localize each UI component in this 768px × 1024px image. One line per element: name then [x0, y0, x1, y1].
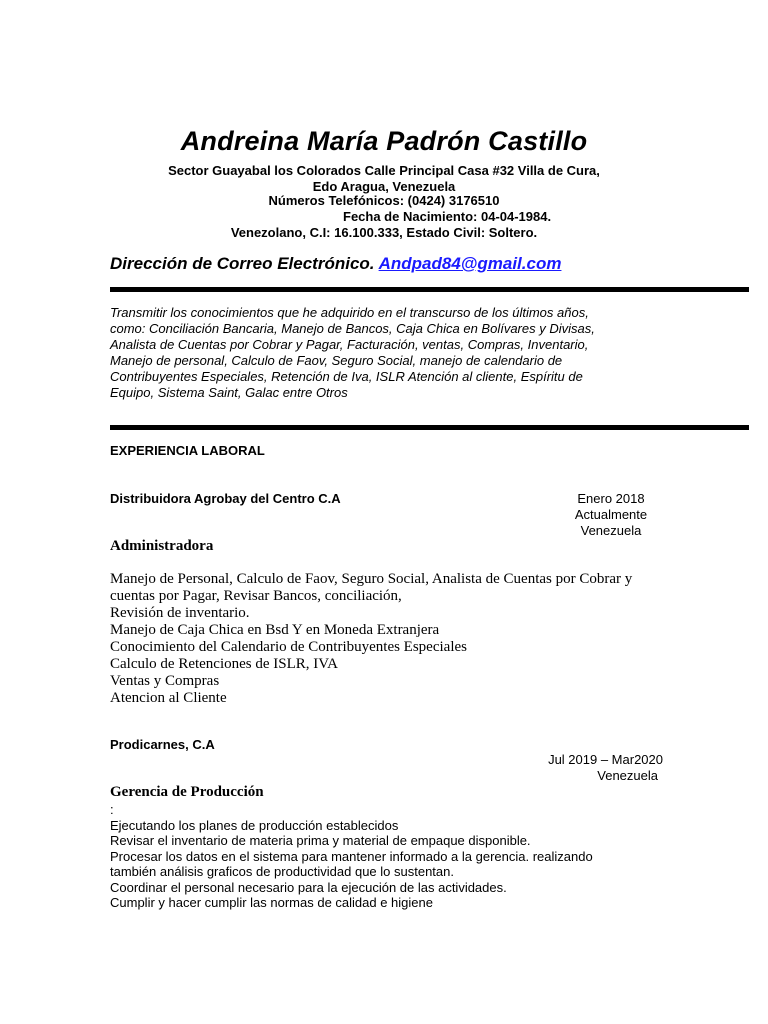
- job-duties: [110, 571, 655, 707]
- email-label: Dirección de Correo Electrónico.: [110, 254, 375, 273]
- duty-item: cuentas por Pagar, Revisar Bancos, conciliación,: [110, 588, 402, 604]
- job-dates: [523, 752, 663, 784]
- objective-line: Manejo de personal, Calculo de Faov, Seguro Social, manejo de calendario de: [110, 353, 563, 368]
- duty-item: Revisión de inventario.: [110, 605, 250, 621]
- email-line: [110, 254, 561, 274]
- duty-item: Procesar los datos en el sistema para mantener informado a la gerencia. realizando: [110, 848, 593, 864]
- duty-item: Cumplir y hacer cumplir las normas de calidad e higiene: [110, 895, 433, 910]
- divider-top: [110, 287, 749, 292]
- job-role: Administradora: [110, 538, 214, 554]
- address-line-1: Sector Guayabal los Colorados Calle Principal Casa #32 Villa de Cura,: [168, 163, 600, 178]
- duty-item: Ejecutando los planes de producción establecidos: [110, 817, 399, 833]
- job-date-start: Enero 2018: [577, 491, 645, 506]
- candidate-name: Andreina María Padrón Castillo: [180, 126, 588, 156]
- job-duties: [110, 802, 650, 911]
- birth-date-line: Fecha de Nacimiento: 04-04-1984.: [343, 209, 552, 224]
- job-location: Venezuela: [580, 523, 642, 538]
- phone-line: Números Telefónicos: (0424) 3176510: [268, 193, 500, 208]
- duty-item: Manejo de Personal, Calculo de Faov, Seguro Social, Analista de Cuentas por Cobrar y: [110, 571, 633, 587]
- duty-item: también análisis graficos de productividad que lo sustentan.: [110, 864, 454, 879]
- job-dates: [561, 491, 661, 539]
- duty-item: Ventas y Compras: [110, 673, 220, 689]
- duty-item: Atencion al Cliente: [110, 690, 227, 706]
- job-company: Prodicarnes, C.A: [110, 737, 215, 752]
- objective-line: Equipo, Sistema Saint, Galac entre Otros: [110, 385, 348, 400]
- divider-bottom: [110, 425, 749, 430]
- duty-item: Manejo de Caja Chica en Bsd Y en Moneda Extranjera: [110, 622, 440, 638]
- objective-line: Analista de Cuentas por Cobrar y Pagar, Facturación, ventas, Compras, Inventario,: [110, 337, 589, 352]
- objective-line: Transmitir los conocimientos que he adquirido en el transcurso de los últimos años,: [110, 305, 589, 320]
- duty-item: Conocimiento del Calendario de Contribuyentes Especiales: [110, 639, 467, 655]
- job-date-range: Jul 2019 – Mar2020: [548, 752, 663, 767]
- job-location: Venezuela: [597, 768, 658, 783]
- duty-item: Calculo de Retenciones de ISLR, IVA: [110, 656, 339, 672]
- id-line: Venezolano, C.I: 16.100.333, Estado Civil: Soltero.: [230, 225, 538, 240]
- job-company: Distribuidora Agrobay del Centro C.A: [110, 491, 341, 506]
- duty-item: Coordinar el personal necesario para la ejecución de las actividades.: [110, 879, 507, 895]
- section-title-experience: EXPERIENCIA LABORAL: [110, 443, 265, 458]
- objective-line: Contribuyentes Especiales, Retención de Iva, ISLR Atención al cliente, Espíritu de: [110, 369, 583, 384]
- duty-item: Revisar el inventario de materia prima y material de empaque disponible.: [110, 833, 531, 848]
- role-colon: :: [110, 802, 114, 817]
- objective-line: como: Conciliación Bancaria, Manejo de Bancos, Caja Chica en Bolívares y Divisas,: [110, 321, 595, 336]
- job-date-end: Actualmente: [574, 507, 648, 522]
- job-role: Gerencia de Producción: [110, 784, 264, 800]
- address-line-2: Edo Aragua, Venezuela: [312, 179, 456, 194]
- email-link[interactable]: Andpad84@gmail.com: [378, 254, 562, 273]
- objective-paragraph: [110, 305, 658, 401]
